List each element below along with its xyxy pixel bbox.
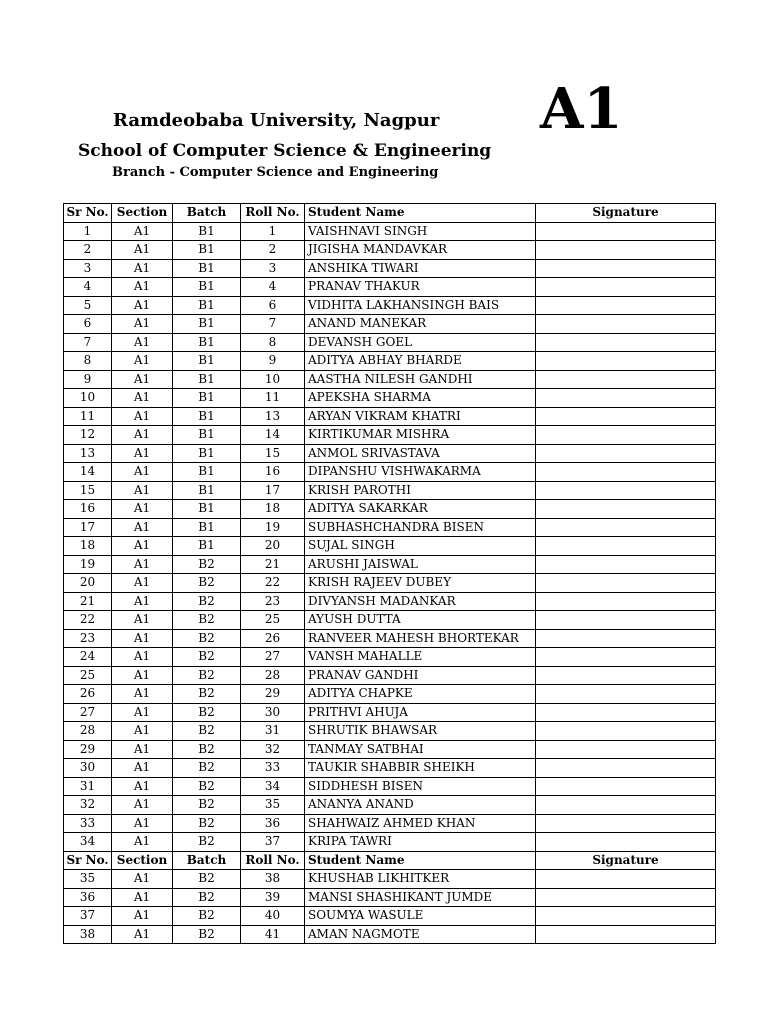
roll-no-cell: 40 (241, 907, 305, 926)
signature-cell[interactable] (536, 870, 716, 889)
student-name-cell: ADITYA ABHAY BHARDE (305, 352, 536, 371)
signature-cell[interactable] (536, 759, 716, 778)
roll-no-cell: 32 (241, 740, 305, 759)
sr-no-cell: 14 (64, 463, 112, 482)
batch-cell: B2 (173, 611, 241, 630)
signature-cell[interactable] (536, 370, 716, 389)
roll-no-cell: 27 (241, 648, 305, 667)
section-cell: A1 (112, 333, 173, 352)
sr-no-cell: 29 (64, 740, 112, 759)
student-name-cell: DIVYANSH MADANKAR (305, 592, 536, 611)
signature-cell[interactable] (536, 666, 716, 685)
section-cell: A1 (112, 814, 173, 833)
roll-no-cell: 9 (241, 352, 305, 371)
sr-no-cell: 32 (64, 796, 112, 815)
roll-no-cell: 37 (241, 833, 305, 852)
sr-no-cell: 26 (64, 685, 112, 704)
batch-cell: B1 (173, 352, 241, 371)
sr-no-cell: 11 (64, 407, 112, 426)
roll-no-cell: 4 (241, 278, 305, 297)
table-header-row (64, 851, 716, 870)
sr-no-cell: 27 (64, 703, 112, 722)
table-row (64, 537, 716, 556)
batch-cell: B2 (173, 796, 241, 815)
roll-no-cell: 20 (241, 537, 305, 556)
table-row (64, 500, 716, 519)
student-name-cell: ANANYA ANAND (305, 796, 536, 815)
sr-no-cell: 15 (64, 481, 112, 500)
student-name-cell: KRISH RAJEEV DUBEY (305, 574, 536, 593)
signature-cell[interactable] (536, 703, 716, 722)
table-row (64, 370, 716, 389)
table-row (64, 611, 716, 630)
signature-cell[interactable] (536, 648, 716, 667)
student-name-cell: ARYAN VIKRAM KHATRI (305, 407, 536, 426)
roll-no-cell: 2 (241, 241, 305, 260)
roll-no-cell: 13 (241, 407, 305, 426)
sr-no-cell: 6 (64, 315, 112, 334)
roll-no-cell: 29 (241, 685, 305, 704)
student-name-cell: MANSI SHASHIKANT JUMDE (305, 888, 536, 907)
column-header-roll-no: Roll No. (241, 851, 305, 870)
table-row (64, 259, 716, 278)
table-row (64, 426, 716, 445)
student-name-cell: SIDDHESH BISEN (305, 777, 536, 796)
batch-cell: B2 (173, 574, 241, 593)
student-name-cell: KRIPA TAWRI (305, 833, 536, 852)
roll-no-cell: 30 (241, 703, 305, 722)
student-name-cell: SOUMYA WASULE (305, 907, 536, 926)
sr-no-cell: 2 (64, 241, 112, 260)
roll-no-cell: 38 (241, 870, 305, 889)
signature-cell[interactable] (536, 629, 716, 648)
table-row (64, 278, 716, 297)
table-row (64, 814, 716, 833)
roll-no-cell: 14 (241, 426, 305, 445)
signature-cell[interactable] (536, 888, 716, 907)
sr-no-cell: 31 (64, 777, 112, 796)
sr-no-cell: 13 (64, 444, 112, 463)
table-row (64, 315, 716, 334)
table-row (64, 796, 716, 815)
column-header-student-name: Student Name (305, 851, 536, 870)
roll-no-cell: 23 (241, 592, 305, 611)
student-name-cell: VAISHNAVI SINGH (305, 222, 536, 241)
batch-cell: B2 (173, 833, 241, 852)
section-cell: A1 (112, 648, 173, 667)
student-name-cell: TAUKIR SHABBIR SHEIKH (305, 759, 536, 778)
table-row (64, 777, 716, 796)
section-cell: A1 (112, 666, 173, 685)
section-cell: A1 (112, 389, 173, 408)
signature-cell[interactable] (536, 296, 716, 315)
signature-cell[interactable] (536, 278, 716, 297)
sr-no-cell: 19 (64, 555, 112, 574)
section-cell: A1 (112, 703, 173, 722)
batch-cell: B2 (173, 740, 241, 759)
student-name-cell: SUJAL SINGH (305, 537, 536, 556)
signature-cell[interactable] (536, 500, 716, 519)
table-row (64, 333, 716, 352)
section-cell: A1 (112, 426, 173, 445)
table-row (64, 703, 716, 722)
column-header-batch: Batch (173, 851, 241, 870)
signature-cell[interactable] (536, 352, 716, 371)
batch-cell: B1 (173, 333, 241, 352)
student-name-cell: ADITYA SAKARKAR (305, 500, 536, 519)
student-name-cell: SHRUTIK BHAWSAR (305, 722, 536, 741)
sr-no-cell: 8 (64, 352, 112, 371)
roll-no-cell: 8 (241, 333, 305, 352)
student-name-cell: TANMAY SATBHAI (305, 740, 536, 759)
branch-name: Branch - Computer Science and Engineering (112, 165, 439, 180)
university-name: Ramdeobaba University, Nagpur (113, 110, 440, 131)
section-cell: A1 (112, 629, 173, 648)
student-name-cell: AYUSH DUTTA (305, 611, 536, 630)
section-cell: A1 (112, 777, 173, 796)
column-header-sr-no: Sr No. (64, 204, 112, 223)
section-cell: A1 (112, 685, 173, 704)
table-row (64, 888, 716, 907)
section-cell: A1 (112, 833, 173, 852)
batch-cell: B1 (173, 407, 241, 426)
signature-cell[interactable] (536, 333, 716, 352)
roll-no-cell: 16 (241, 463, 305, 482)
section-cell: A1 (112, 537, 173, 556)
school-name: School of Computer Science & Engineering (78, 141, 492, 161)
sr-no-cell: 12 (64, 426, 112, 445)
signature-cell[interactable] (536, 537, 716, 556)
roll-no-cell: 41 (241, 925, 305, 944)
table-row (64, 925, 716, 944)
section-cell: A1 (112, 796, 173, 815)
batch-cell: B1 (173, 370, 241, 389)
signature-cell[interactable] (536, 777, 716, 796)
roll-no-cell: 11 (241, 389, 305, 408)
sr-no-cell: 22 (64, 611, 112, 630)
sr-no-cell: 20 (64, 574, 112, 593)
batch-cell: B1 (173, 444, 241, 463)
section-cell: A1 (112, 444, 173, 463)
student-name-cell: KIRTIKUMAR MISHRA (305, 426, 536, 445)
table-row (64, 759, 716, 778)
signature-cell[interactable] (536, 518, 716, 537)
student-name-cell: KRISH PAROTHI (305, 481, 536, 500)
table-row (64, 222, 716, 241)
section-cell: A1 (112, 907, 173, 926)
sr-no-cell: 21 (64, 592, 112, 611)
table-row (64, 629, 716, 648)
column-header-section: Section (112, 851, 173, 870)
batch-cell: B1 (173, 426, 241, 445)
student-name-cell: ANAND MANEKAR (305, 315, 536, 334)
signature-cell[interactable] (536, 925, 716, 944)
sr-no-cell: 7 (64, 333, 112, 352)
sr-no-cell: 9 (64, 370, 112, 389)
roll-no-cell: 15 (241, 444, 305, 463)
signature-cell[interactable] (536, 259, 716, 278)
section-cell: A1 (112, 370, 173, 389)
batch-cell: B2 (173, 907, 241, 926)
batch-cell: B2 (173, 666, 241, 685)
signature-cell[interactable] (536, 389, 716, 408)
table-row (64, 740, 716, 759)
batch-cell: B2 (173, 814, 241, 833)
sr-no-cell: 4 (64, 278, 112, 297)
roll-no-cell: 21 (241, 555, 305, 574)
signature-cell[interactable] (536, 574, 716, 593)
batch-cell: B2 (173, 703, 241, 722)
section-cell: A1 (112, 740, 173, 759)
sr-no-cell: 18 (64, 537, 112, 556)
sr-no-cell: 23 (64, 629, 112, 648)
roll-no-cell: 22 (241, 574, 305, 593)
table-row (64, 555, 716, 574)
section-cell: A1 (112, 611, 173, 630)
roll-no-cell: 26 (241, 629, 305, 648)
signature-cell[interactable] (536, 592, 716, 611)
student-name-cell: DIPANSHU VISHWAKARMA (305, 463, 536, 482)
section-cell: A1 (112, 259, 173, 278)
student-name-cell: KHUSHAB LIKHITKER (305, 870, 536, 889)
student-name-cell: VIDHITA LAKHANSINGH BAIS (305, 296, 536, 315)
signature-cell[interactable] (536, 833, 716, 852)
table-row (64, 352, 716, 371)
sr-no-cell: 37 (64, 907, 112, 926)
section-cell: A1 (112, 315, 173, 334)
signature-cell[interactable] (536, 426, 716, 445)
section-cell: A1 (112, 296, 173, 315)
student-name-cell: ARUSHI JAISWAL (305, 555, 536, 574)
roll-no-cell: 36 (241, 814, 305, 833)
section-cell: A1 (112, 888, 173, 907)
batch-cell: B1 (173, 296, 241, 315)
student-name-cell: DEVANSH GOEL (305, 333, 536, 352)
batch-cell: B2 (173, 888, 241, 907)
batch-cell: B1 (173, 222, 241, 241)
batch-cell: B1 (173, 537, 241, 556)
batch-cell: B1 (173, 481, 241, 500)
signature-cell[interactable] (536, 222, 716, 241)
section-cell: A1 (112, 352, 173, 371)
roll-no-cell: 3 (241, 259, 305, 278)
signature-cell[interactable] (536, 463, 716, 482)
column-header-roll-no: Roll No. (241, 204, 305, 223)
table-row (64, 833, 716, 852)
column-header-sr-no: Sr No. (64, 851, 112, 870)
column-header-signature: Signature (536, 851, 716, 870)
batch-cell: B1 (173, 259, 241, 278)
student-name-cell: VANSH MAHALLE (305, 648, 536, 667)
section-badge: A1 (540, 76, 623, 142)
batch-cell: B1 (173, 278, 241, 297)
batch-cell: B2 (173, 925, 241, 944)
section-cell: A1 (112, 278, 173, 297)
student-name-cell: ADITYA CHAPKE (305, 685, 536, 704)
signature-cell[interactable] (536, 722, 716, 741)
table-row (64, 722, 716, 741)
sr-no-cell: 17 (64, 518, 112, 537)
roll-no-cell: 19 (241, 518, 305, 537)
batch-cell: B2 (173, 648, 241, 667)
roll-no-cell: 1 (241, 222, 305, 241)
signature-cell[interactable] (536, 555, 716, 574)
batch-cell: B2 (173, 629, 241, 648)
roll-no-cell: 17 (241, 481, 305, 500)
student-name-cell: SHAHWAIZ AHMED KHAN (305, 814, 536, 833)
signature-cell[interactable] (536, 907, 716, 926)
batch-cell: B1 (173, 518, 241, 537)
column-header-batch: Batch (173, 204, 241, 223)
signature-cell[interactable] (536, 814, 716, 833)
sr-no-cell: 1 (64, 222, 112, 241)
section-cell: A1 (112, 481, 173, 500)
batch-cell: B1 (173, 389, 241, 408)
roll-no-cell: 7 (241, 315, 305, 334)
roll-no-cell: 39 (241, 888, 305, 907)
student-name-cell: PRITHVI AHUJA (305, 703, 536, 722)
student-name-cell: ANSHIKA TIWARI (305, 259, 536, 278)
batch-cell: B1 (173, 315, 241, 334)
student-name-cell: AASTHA NILESH GANDHI (305, 370, 536, 389)
student-name-cell: SUBHASHCHANDRA BISEN (305, 518, 536, 537)
section-cell: A1 (112, 925, 173, 944)
batch-cell: B2 (173, 759, 241, 778)
section-cell: A1 (112, 500, 173, 519)
table-row (64, 296, 716, 315)
section-cell: A1 (112, 722, 173, 741)
batch-cell: B2 (173, 592, 241, 611)
table-row (64, 870, 716, 889)
student-name-cell: JIGISHA MANDAVKAR (305, 241, 536, 260)
section-cell: A1 (112, 407, 173, 426)
table-row (64, 518, 716, 537)
column-header-section: Section (112, 204, 173, 223)
roll-no-cell: 28 (241, 666, 305, 685)
student-name-cell: PRANAV GANDHI (305, 666, 536, 685)
batch-cell: B2 (173, 685, 241, 704)
sr-no-cell: 24 (64, 648, 112, 667)
roll-no-cell: 6 (241, 296, 305, 315)
sr-no-cell: 16 (64, 500, 112, 519)
batch-cell: B1 (173, 500, 241, 519)
section-cell: A1 (112, 222, 173, 241)
student-name-cell: PRANAV THAKUR (305, 278, 536, 297)
batch-cell: B2 (173, 870, 241, 889)
batch-cell: B2 (173, 722, 241, 741)
roll-no-cell: 35 (241, 796, 305, 815)
table-row (64, 648, 716, 667)
section-cell: A1 (112, 241, 173, 260)
section-cell: A1 (112, 592, 173, 611)
batch-cell: B1 (173, 463, 241, 482)
batch-cell: B2 (173, 777, 241, 796)
table-row (64, 481, 716, 500)
signature-cell[interactable] (536, 407, 716, 426)
table-row (64, 592, 716, 611)
table-row (64, 907, 716, 926)
table-row (64, 241, 716, 260)
signature-cell[interactable] (536, 796, 716, 815)
table-row (64, 574, 716, 593)
roll-no-cell: 10 (241, 370, 305, 389)
section-cell: A1 (112, 463, 173, 482)
sr-no-cell: 30 (64, 759, 112, 778)
section-cell: A1 (112, 759, 173, 778)
table-header-row (64, 204, 716, 223)
roll-no-cell: 34 (241, 777, 305, 796)
section-cell: A1 (112, 574, 173, 593)
signature-cell[interactable] (536, 611, 716, 630)
batch-cell: B1 (173, 241, 241, 260)
roll-no-cell: 31 (241, 722, 305, 741)
sr-no-cell: 5 (64, 296, 112, 315)
column-header-student-name: Student Name (305, 204, 536, 223)
student-name-cell: RANVEER MAHESH BHORTEKAR (305, 629, 536, 648)
signature-cell[interactable] (536, 444, 716, 463)
section-cell: A1 (112, 555, 173, 574)
roll-no-cell: 33 (241, 759, 305, 778)
sr-no-cell: 25 (64, 666, 112, 685)
table-row (64, 463, 716, 482)
sr-no-cell: 3 (64, 259, 112, 278)
sr-no-cell: 28 (64, 722, 112, 741)
sr-no-cell: 33 (64, 814, 112, 833)
student-name-cell: APEKSHA SHARMA (305, 389, 536, 408)
attendance-table (63, 203, 716, 944)
table-row (64, 666, 716, 685)
table-row (64, 407, 716, 426)
signature-cell[interactable] (536, 685, 716, 704)
section-cell: A1 (112, 518, 173, 537)
student-name-cell: AMAN NAGMOTE (305, 925, 536, 944)
sr-no-cell: 38 (64, 925, 112, 944)
student-name-cell: ANMOL SRIVASTAVA (305, 444, 536, 463)
column-header-signature: Signature (536, 204, 716, 223)
sr-no-cell: 36 (64, 888, 112, 907)
signature-cell[interactable] (536, 241, 716, 260)
table-row (64, 444, 716, 463)
sr-no-cell: 10 (64, 389, 112, 408)
roll-no-cell: 25 (241, 611, 305, 630)
batch-cell: B2 (173, 555, 241, 574)
signature-cell[interactable] (536, 481, 716, 500)
table-row (64, 685, 716, 704)
signature-cell[interactable] (536, 740, 716, 759)
sr-no-cell: 35 (64, 870, 112, 889)
sr-no-cell: 34 (64, 833, 112, 852)
section-cell: A1 (112, 870, 173, 889)
table-row (64, 389, 716, 408)
signature-cell[interactable] (536, 315, 716, 334)
roll-no-cell: 18 (241, 500, 305, 519)
